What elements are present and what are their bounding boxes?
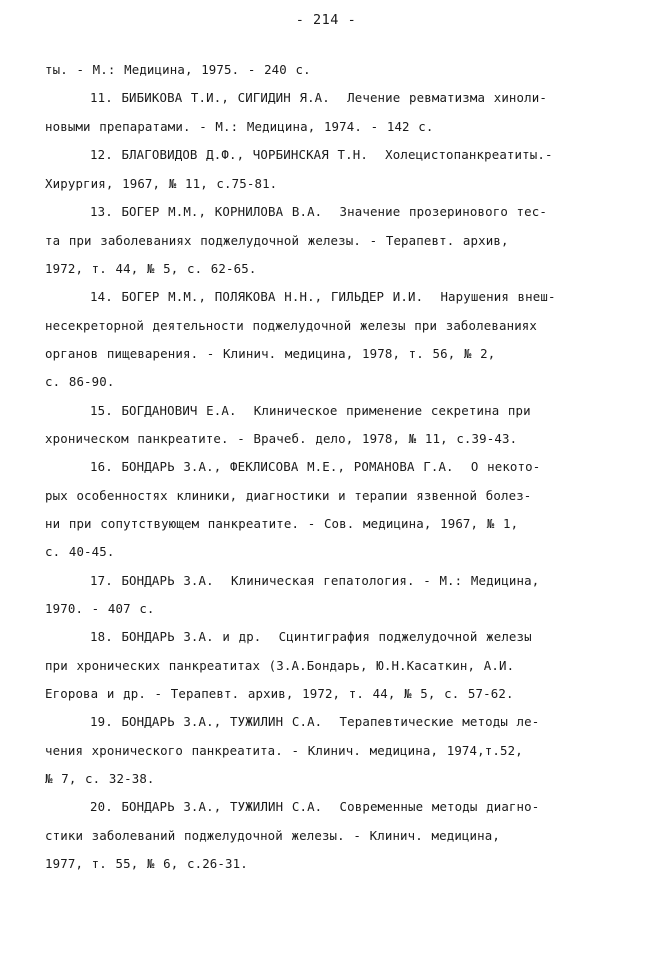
text-line: при хронических панкреатитах (З.А.Бондарь, Ю.Н.Касаткин, А.И. [45, 658, 515, 673]
text-line: 17. БОНДАРЬ З.А. Клиническая гепатология. - М.: Медицина, [90, 573, 540, 588]
text-line: 14. БОГЕР М.М., ПОЛЯКОВА Н.Н., ГИЛЬДЕР И.И. Нарушения внеш- [90, 289, 556, 304]
text-line: органов пищеварения. - Клинич. медицина, 1978, т. 56, № 2, [45, 346, 496, 361]
text-line: рых особенностях клиники, диагностики и терапии язвенной болез- [45, 488, 532, 503]
text-line: хроническом панкреатите. - Врачеб. дело, 1978, № 11, с.39-43. [45, 431, 518, 446]
text-line: Хирургия, 1967, № 11, с.75-81. [45, 176, 278, 191]
text-line: 11. БИБИКОВА Т.И., СИГИДИН Я.А. Лечение ревматизма хиноли- [90, 90, 547, 105]
text-line: стики заболеваний поджелудочной железы. - Клинич. медицина, [45, 828, 500, 843]
text-line: ты. - М.: Медицина, 1975. - 240 с. [45, 62, 311, 77]
text-line: 15. БОГДАНОВИЧ Е.А. Клиническое применение секретина при [90, 403, 531, 418]
page-number: - 214 - [295, 12, 357, 28]
text-line: с. 40-45. [45, 544, 115, 559]
text-line: с. 86-90. [45, 374, 115, 389]
text-line: 19. БОНДАРЬ З.А., ТУЖИЛИН С.А. Терапевтические методы ле- [90, 714, 540, 729]
text-line: 1977, т. 55, № 6, с.26-31. [45, 856, 248, 871]
text-line: 13. БОГЕР М.М., КОРНИЛОВА В.А. Значение прозеринового тес- [90, 204, 547, 219]
text-line: Егорова и др. - Терапевт. архив, 1972, т. 44, № 5, с. 57-62. [45, 686, 514, 701]
text-line: 1970. - 407 с. [45, 601, 155, 616]
text-line: чения хронического панкреатита. - Клинич. медицина, 1974,т.52, [45, 743, 523, 758]
text-line: новыми препаратами. - М.: Медицина, 1974. - 142 с. [45, 119, 434, 134]
text-line: ни при сопутствующем панкреатите. - Сов. медицина, 1967, № 1, [45, 516, 519, 531]
text-line: 20. БОНДАРЬ З.А., ТУЖИЛИН С.А. Современные методы диагно- [90, 799, 540, 814]
text-line: 18. БОНДАРЬ З.А. и др. Сцинтиграфия поджелудочной железы [90, 629, 532, 644]
text-line: 12. БЛАГОВИДОВ Д.Ф., ЧОРБИНСКАЯ Т.Н. Холецистопанкреатиты.- [90, 147, 553, 162]
text-line: та при заболеваниях поджелудочной железы. - Терапевт. архив, [45, 233, 509, 248]
text-line: 1972, т. 44, № 5, с. 62-65. [45, 261, 257, 276]
text-line: 16. БОНДАРЬ З.А., ФЕКЛИСОВА М.Е., РОМАНОВА Г.А. О некото- [90, 459, 541, 474]
text-line: несекреторной деятельности поджелудочной железы при заболеваниях [45, 318, 538, 333]
text-line: № 7, с. 32-38. [45, 771, 155, 786]
